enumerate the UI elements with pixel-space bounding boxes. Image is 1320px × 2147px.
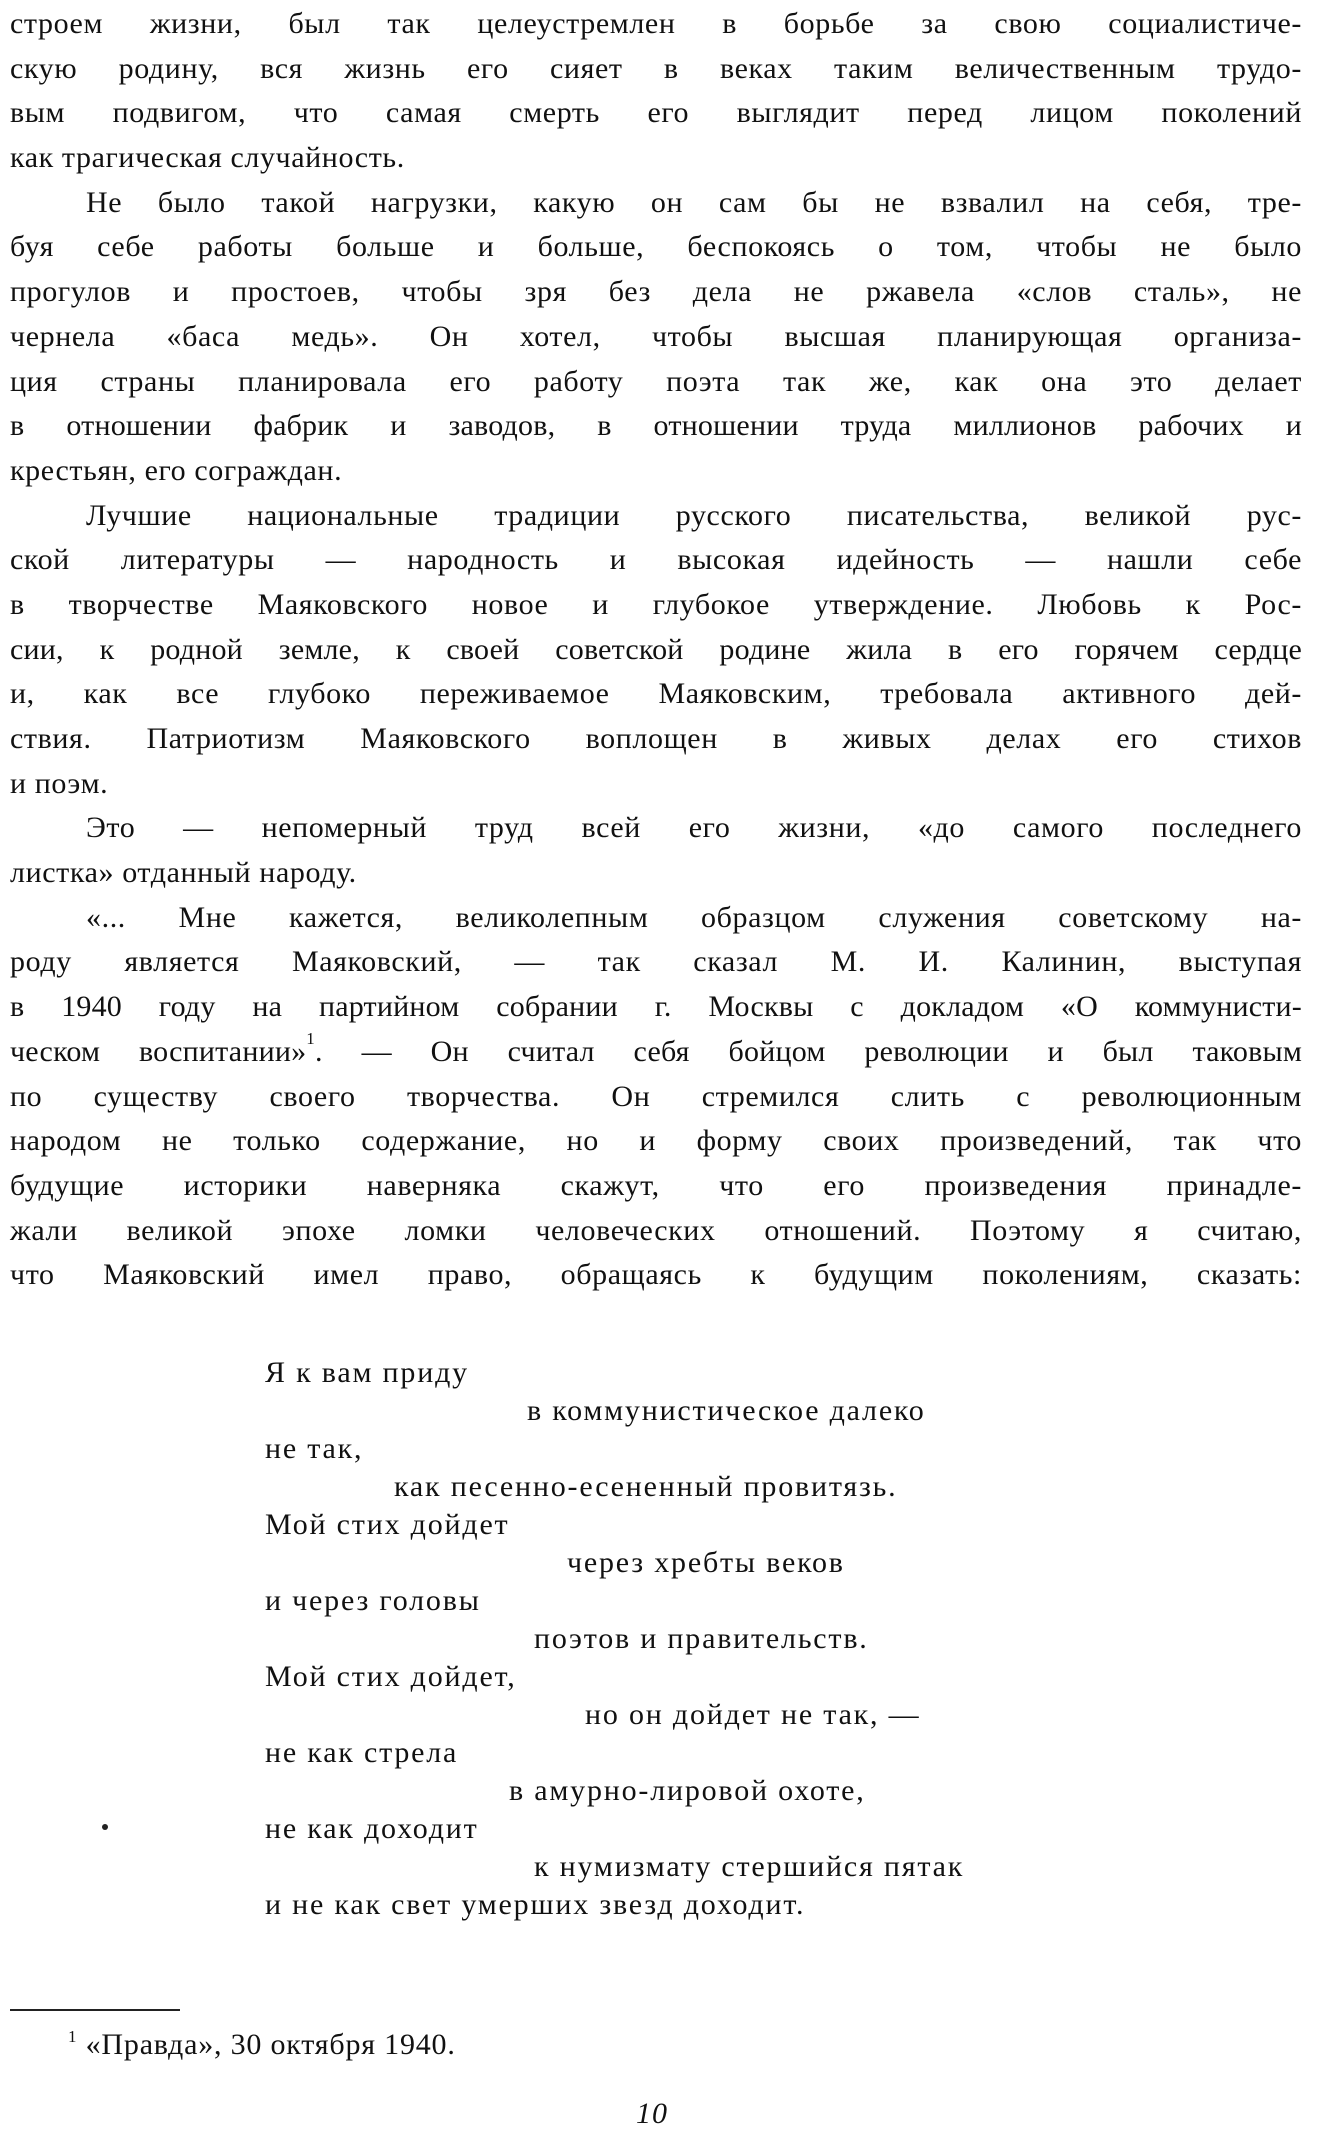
text-line: жали великой эпохе ломки человеческих отношений. Поэтому я считаю, (10, 1213, 1302, 1247)
footnote-reference: 1 (306, 1028, 315, 1048)
poem-line: и не как свет умерших звезд доходит. (265, 1888, 806, 1921)
poem-line: и через головы (265, 1584, 481, 1617)
poem-line: в коммунистическое далеко (527, 1394, 926, 1427)
text-line: по существу своего творчества. Он стремился слить с революционным (10, 1079, 1302, 1113)
poem-line: но он дойдет не так, — (585, 1698, 921, 1731)
text-line: и поэм. (10, 766, 109, 800)
footnote-text: «Правда», 30 октября 1940. (85, 2028, 456, 2061)
poem-line: как песенно-есененный провитязь. (394, 1470, 898, 1503)
text-line: строем жизни, был так целеустремлен в борьбе за свою социалистиче- (10, 7, 1302, 40)
text-line: ской литературы — народность и высокая идейность — нашли себе (10, 543, 1302, 577)
poem-line: не так, (265, 1432, 364, 1465)
text-line: Это — непомерный труд всей его жизни, «до самого последнего (86, 811, 1302, 845)
text-line: ция страны планировала его работу поэта так же, как она это делает (10, 364, 1302, 398)
text-line: и, как все глубоко переживаемое Маяковским, требовала активного дей- (10, 677, 1302, 711)
footnote-marker: 1 (68, 2027, 78, 2046)
text-line: крестьян, его сограждан. (10, 453, 343, 487)
text-line: «... Мне кажется, великолепным образцом служения советскому на- (86, 900, 1302, 934)
print-speck (102, 1824, 108, 1830)
poem-line: к нумизмату стершийся пятак (534, 1850, 965, 1883)
text-line: в 1940 году на партийном собрании г. Москвы с докладом «О коммунисти- (10, 990, 1302, 1024)
page-number: 10 (636, 2097, 668, 2130)
text-line: Не было такой нагрузки, какую он сам бы не взвалил на себя, тре- (86, 185, 1302, 219)
text-line: скую родину, вся жизнь его сияет в веках таким величественным трудо- (10, 51, 1302, 85)
text-line: буя себе работы больше и больше, беспокоясь о том, чтобы не было (10, 230, 1302, 264)
text-line: как трагическая случайность. (10, 141, 405, 175)
text-line-with-footnote-ref (10, 1030, 1302, 1075)
poem-line: Мой стих дойдет, (265, 1660, 517, 1693)
text-line: ствия. Патриотизм Маяковского воплощен в живых делах его стихов (10, 722, 1302, 755)
poem-line: не как стрела (265, 1736, 459, 1769)
text-line: будущие историки наверняка скажут, что его произведения принадле- (10, 1168, 1302, 1202)
text-line: роду является Маяковский, — так сказал М. И. Калинин, выступая (10, 945, 1302, 979)
text-line: Лучшие национальные традиции русского писательства, великой рус- (86, 498, 1302, 532)
body-text (10, 2, 1302, 1298)
text-line: в отношении фабрик и заводов, в отношении труда миллионов рабочих и (10, 409, 1302, 443)
text-line: вым подвигом, что самая смерть его выглядит перед лицом поколений (10, 96, 1302, 130)
text-fragment: ческом воспитании» (10, 1034, 307, 1068)
text-line: сии, к родной земле, к своей советской родине жила в его горячем сердце (10, 632, 1302, 666)
text-line: в творчестве Маяковского новое и глубокое утверждение. Любовь к Рос- (10, 587, 1302, 621)
poem-line: Мой стих дойдет (265, 1508, 510, 1541)
poem-line: не как доходит (265, 1812, 479, 1845)
text-line: прогулов и простоев, чтобы зря без дела не ржавела «слов сталь», не (10, 275, 1302, 309)
footnote (68, 2028, 456, 2062)
poem-line: через хребты веков (567, 1546, 845, 1579)
text-line: чернела «баса медь». Он хотел, чтобы высшая планирующая организа- (10, 319, 1302, 353)
poem-line: в амурно-лировой охоте, (509, 1774, 866, 1807)
poem-line: Я к вам приду (265, 1356, 469, 1389)
text-line: народом не только содержание, но и форму своих произведений, так что (10, 1124, 1302, 1158)
text-fragment: . — Он считал себя бойцом революции и был таковым (315, 1034, 1303, 1068)
text-line: листка» отданный народу. (10, 856, 357, 890)
poem-line: поэтов и правительств. (534, 1622, 869, 1655)
footnote-divider (10, 2009, 180, 2011)
text-line: что Маяковский имел право, обращаясь к будущим поколениям, сказать: (10, 1258, 1302, 1292)
